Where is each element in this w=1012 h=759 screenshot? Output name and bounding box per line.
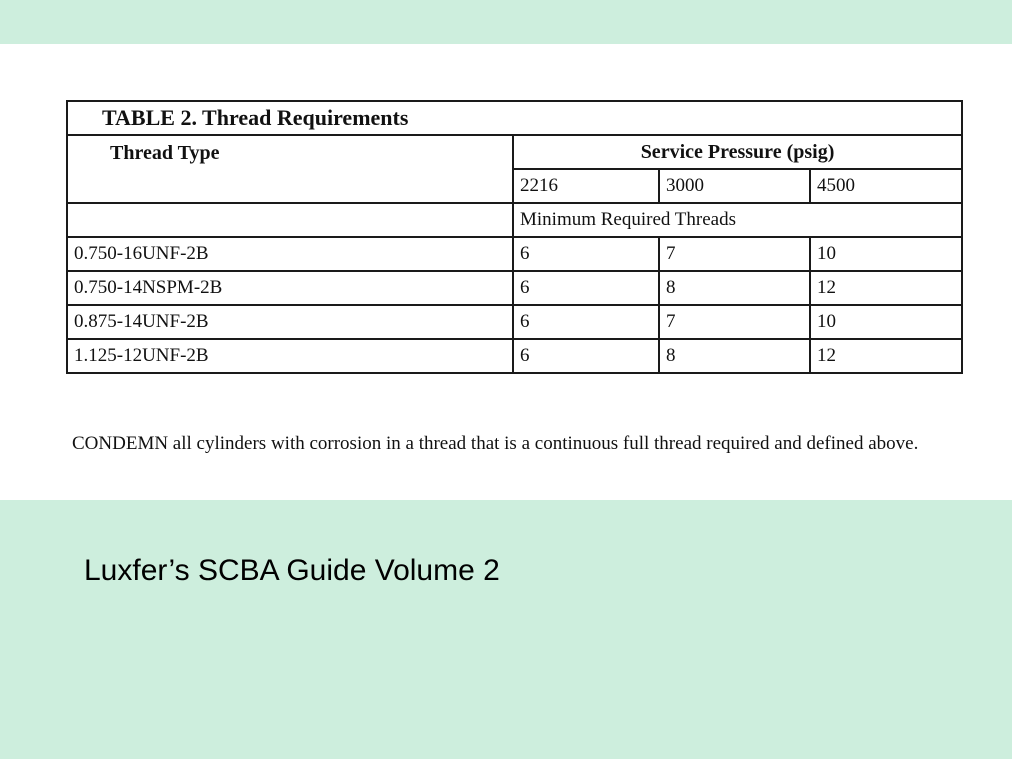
pressure-header-cell: 3000 [659,169,810,203]
slide-footer-title: Luxfer’s SCBA Guide Volume 2 [84,554,500,587]
condemn-note: CONDEMN all cylinders with corrosion in a thread that is a continuous full thread required and defined above. [72,433,919,454]
table-caption-row [67,101,962,135]
thread-type-cell: 0.750-16UNF-2B [67,237,513,271]
table-header-row [67,135,962,169]
thread-type-header: Thread Type [67,135,513,203]
threads-cell: 6 [513,339,659,373]
empty-cell [67,203,513,237]
threads-cell: 7 [659,305,810,339]
subheader-row [67,203,962,237]
threads-cell: 12 [810,271,962,305]
threads-cell: 8 [659,339,810,373]
threads-cell: 6 [513,271,659,305]
threads-cell: 12 [810,339,962,373]
pressure-header-cell: 2216 [513,169,659,203]
service-pressure-header: Service Pressure (psig) [513,135,962,169]
threads-cell: 6 [513,237,659,271]
bottom-band [0,500,1012,759]
threads-cell: 10 [810,237,962,271]
threads-cell: 10 [810,305,962,339]
thread-type-cell: 0.750-14NSPM-2B [67,271,513,305]
threads-cell: 6 [513,305,659,339]
table-row [67,339,962,373]
threads-cell: 8 [659,271,810,305]
thread-requirements-table [66,100,963,374]
table-caption: TABLE 2. Thread Requirements [67,101,962,135]
table-row [67,237,962,271]
table-row [67,305,962,339]
thread-type-cell: 0.875-14UNF-2B [67,305,513,339]
minimum-required-threads-label: Minimum Required Threads [513,203,962,237]
threads-cell: 7 [659,237,810,271]
pressure-header-cell: 4500 [810,169,962,203]
top-band [0,0,1012,44]
table-row [67,271,962,305]
thread-type-cell: 1.125-12UNF-2B [67,339,513,373]
